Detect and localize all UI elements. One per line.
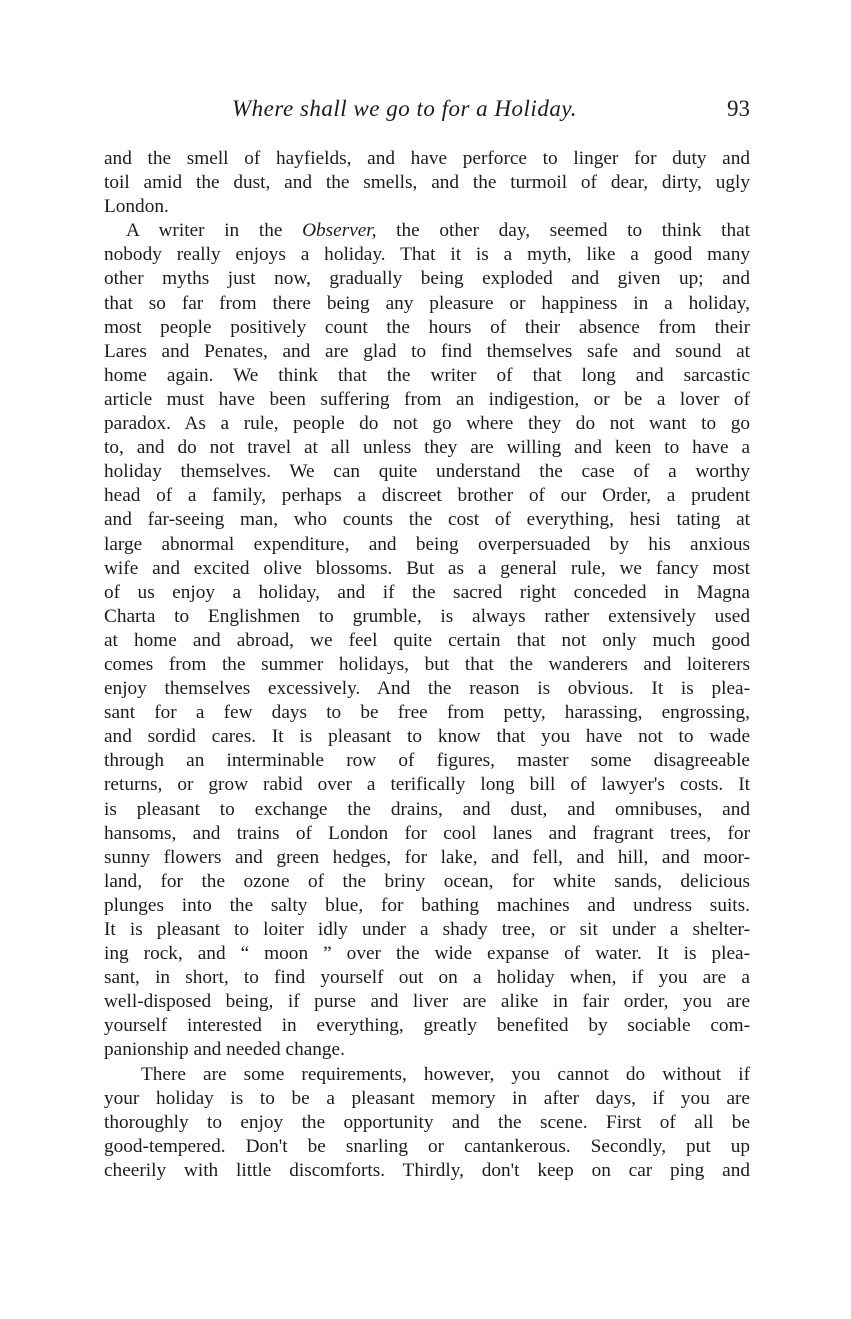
text-line: toil amid the dust, and the smells, and the turmoil of dear, dirty, ugly xyxy=(104,172,750,194)
text-line: and far-seeing man, who counts the cost of everything, hesi tating at xyxy=(104,509,750,531)
text-line: other myths just now, gradually being exploded and given up; and xyxy=(104,268,750,290)
text-line: good-tempered. Don't be snarling or cantankerous. Secondly, put up xyxy=(104,1135,750,1157)
text-line: There are some requirements, however, you cannot do without if xyxy=(141,1063,750,1085)
text-line: sant for a few days to be free from petty, harassing, engrossing, xyxy=(104,702,750,724)
page-number: 93 xyxy=(727,96,750,121)
text-line: through an interminable row of figures, master some disagreeable xyxy=(104,750,750,772)
text-line: ing rock, and “ moon ” over the wide expanse of water. It is plea- xyxy=(104,943,750,965)
text-line: that so far from there being any pleasure or happiness in a holiday, xyxy=(104,292,750,314)
text-line: article must have been suffering from an indigestion, or be a lover of xyxy=(104,388,750,410)
text-line: is pleasant to exchange the drains, and dust, and omnibuses, and xyxy=(104,798,750,820)
text-line: at home and abroad, we feel quite certain that not only much good xyxy=(104,629,750,651)
text-line: to, and do not travel at all unless they are willing and keen to have a xyxy=(104,437,750,459)
observer-prefix: A writer in the xyxy=(126,220,303,242)
text-line: and the smell of hayfields, and have perforce to linger for duty and xyxy=(104,148,750,169)
text-line: paradox. As a rule, people do not go where they do not want to go xyxy=(104,413,750,435)
text-line: enjoy themselves excessively. And the reason is obvious. It is plea- xyxy=(104,678,750,700)
text-line: London. xyxy=(104,196,169,218)
text-line: Charta to Englishmen to grumble, is always rather extensively used xyxy=(104,605,750,627)
text-line: sunny flowers and green hedges, for lake, and fell, and hill, and moor- xyxy=(104,846,750,868)
text-line-observer xyxy=(104,219,750,243)
text-line: It is pleasant to loiter idly under a shady tree, or sit under a shelter- xyxy=(104,919,750,940)
text-line: and sordid cares. It is pleasant to know that you have not to wade xyxy=(104,726,750,748)
text-line: of us enjoy a holiday, and if the sacred right conceded in Magna xyxy=(104,581,750,603)
text-line: well-disposed being, if purse and liver are alike in fair order, you are xyxy=(104,991,750,1013)
text-line: land, for the ozone of the briny ocean, for white sands, delicious xyxy=(104,870,750,892)
body-text xyxy=(104,147,750,1183)
running-title: Where shall we go to for a Holiday. xyxy=(232,96,578,121)
text-line: wife and excited olive blossoms. But as a general rule, we fancy most xyxy=(104,557,750,579)
text-line: plunges into the salty blue, for bathing machines and undress suits. xyxy=(104,894,750,916)
text-line: Lares and Penates, and are glad to find themselves safe and sound at xyxy=(104,340,750,362)
observer-title: Observer, xyxy=(302,220,377,242)
text-line: returns, or grow rabid over a terifically long bill of lawyer's costs. It xyxy=(104,774,750,796)
text-line: head of a family, perhaps a discreet brother of our Order, a prudent xyxy=(104,485,750,507)
running-head xyxy=(104,96,750,126)
text-line: thoroughly to enjoy the opportunity and the scene. First of all be xyxy=(104,1111,750,1133)
text-line: yourself interested in everything, greatly benefited by sociable com- xyxy=(104,1015,750,1037)
observer-suffix: the other day, seemed to think that xyxy=(376,220,750,242)
text-line: sant, in short, to find yourself out on a holiday when, if you are a xyxy=(104,967,750,989)
text-line: nobody really enjoys a holiday. That it is a myth, like a good many xyxy=(104,244,750,266)
text-line: comes from the summer holidays, but that the wanderers and loiterers xyxy=(104,653,750,675)
text-line: large abnormal expenditure, and being overpersuaded by his anxious xyxy=(104,533,750,555)
text-line: hansoms, and trains of London for cool lanes and fragrant trees, for xyxy=(104,822,750,844)
text-line: most people positively count the hours of their absence from their xyxy=(104,316,750,338)
text-line: holiday themselves. We can quite understand the case of a worthy xyxy=(104,461,750,483)
text-line: panionship and needed change. xyxy=(104,1039,345,1061)
text-line: your holiday is to be a pleasant memory in after days, if you are xyxy=(104,1087,750,1109)
text-line: cheerily with little discomforts. Thirdly, don't keep on car ping and xyxy=(104,1159,750,1181)
text-line: home again. We think that the writer of that long and sarcastic xyxy=(104,364,750,386)
